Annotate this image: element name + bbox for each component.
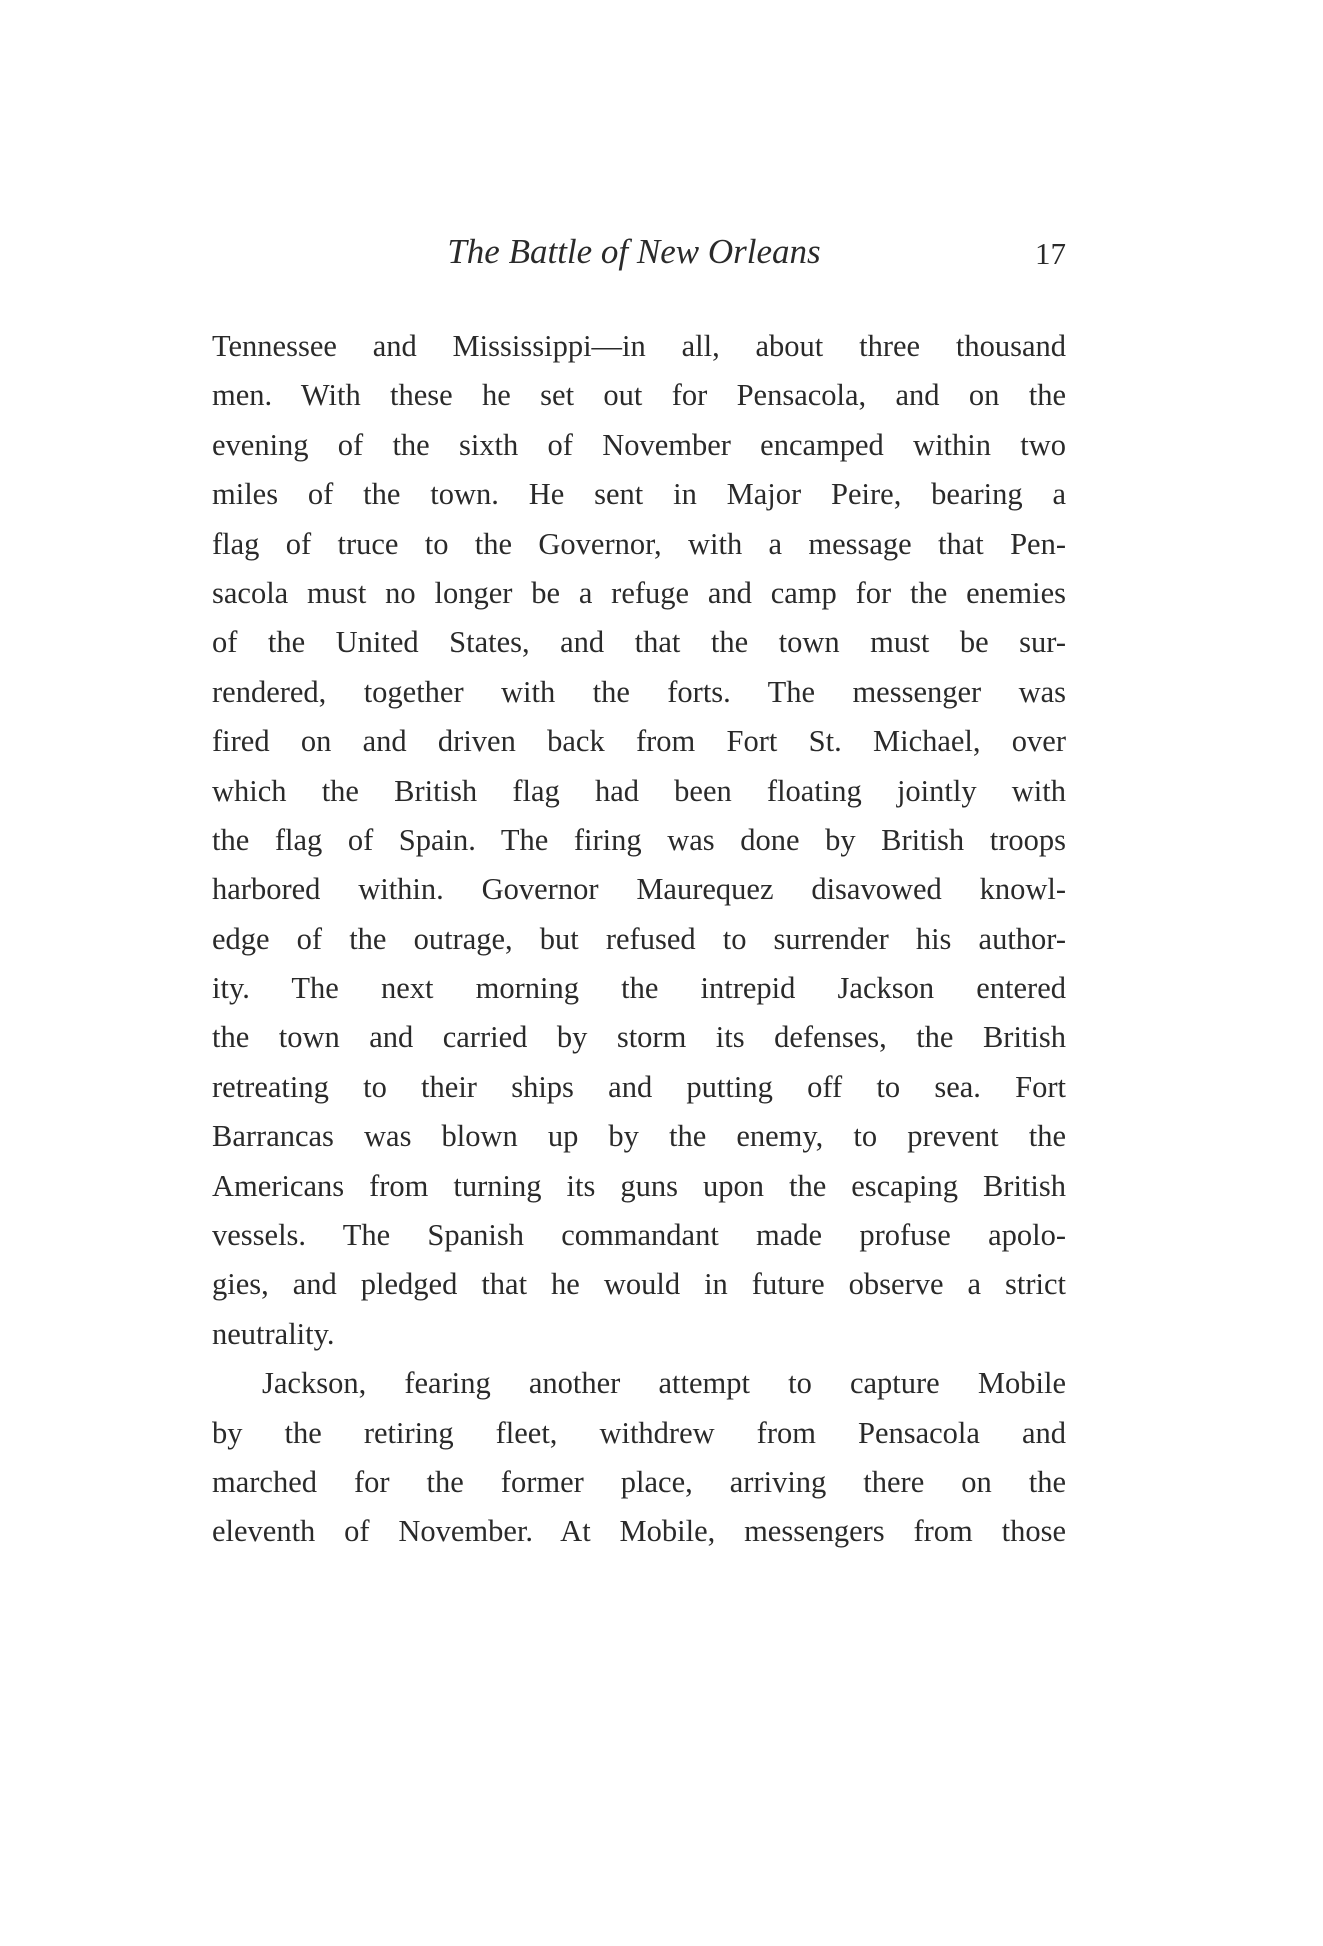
running-title: The Battle of New Orleans xyxy=(447,232,821,271)
text-line: rendered, together with the forts. The messenger was xyxy=(212,674,1066,709)
text-line: sacola must no longer be a refuge and camp for the enemies xyxy=(212,575,1066,610)
text-line: fired on and driven back from Fort St. Michael, over xyxy=(212,724,1066,759)
text-line: Tennessee and Mississippi—in all, about three thousand xyxy=(212,329,1066,363)
text-line: flag of truce to the Governor, with a message that Pen- xyxy=(212,526,1066,561)
text-line: neutrality. xyxy=(212,1316,335,1351)
text-line: miles of the town. He sent in Major Peire, bearing a xyxy=(212,477,1066,512)
running-header xyxy=(212,232,1066,276)
text-line: retreating to their ships and putting off to sea. Fort xyxy=(212,1069,1066,1104)
text-line: ity. The next morning the intrepid Jackson entered xyxy=(212,971,1066,1006)
text-line: edge of the outrage, but refused to surrender his author- xyxy=(212,921,1066,956)
text-line: Barrancas was blown up by the enemy, to prevent the xyxy=(212,1119,1066,1154)
text-line: by the retiring fleet, withdrew from Pensacola and xyxy=(212,1415,1066,1450)
text-line: Jackson, fearing another attempt to capture Mobile xyxy=(262,1366,1066,1401)
text-line: evening of the sixth of November encamped within two xyxy=(212,427,1066,462)
text-line: vessels. The Spanish commandant made profuse apolo- xyxy=(212,1218,1066,1253)
text-line: Americans from turning its guns upon the escaping British xyxy=(212,1168,1066,1203)
text-line: the flag of Spain. The firing was done by British troops xyxy=(212,822,1066,857)
text-line: eleventh of November. At Mobile, messengers from those xyxy=(212,1514,1066,1549)
text-line: which the British flag had been floating jointly with xyxy=(212,773,1066,808)
text-line: gies, and pledged that he would in future observe a strict xyxy=(212,1267,1066,1302)
body-text xyxy=(212,322,1066,1557)
text-line: harbored within. Governor Maurequez disavowed knowl- xyxy=(212,872,1066,907)
text-line: marched for the former place, arriving there on the xyxy=(212,1464,1066,1499)
page-number: 17 xyxy=(1035,236,1066,271)
text-line: the town and carried by storm its defenses, the British xyxy=(212,1020,1066,1055)
text-line: men. With these he set out for Pensacola, and on the xyxy=(212,378,1066,413)
text-line: of the United States, and that the town must be sur- xyxy=(212,625,1066,660)
